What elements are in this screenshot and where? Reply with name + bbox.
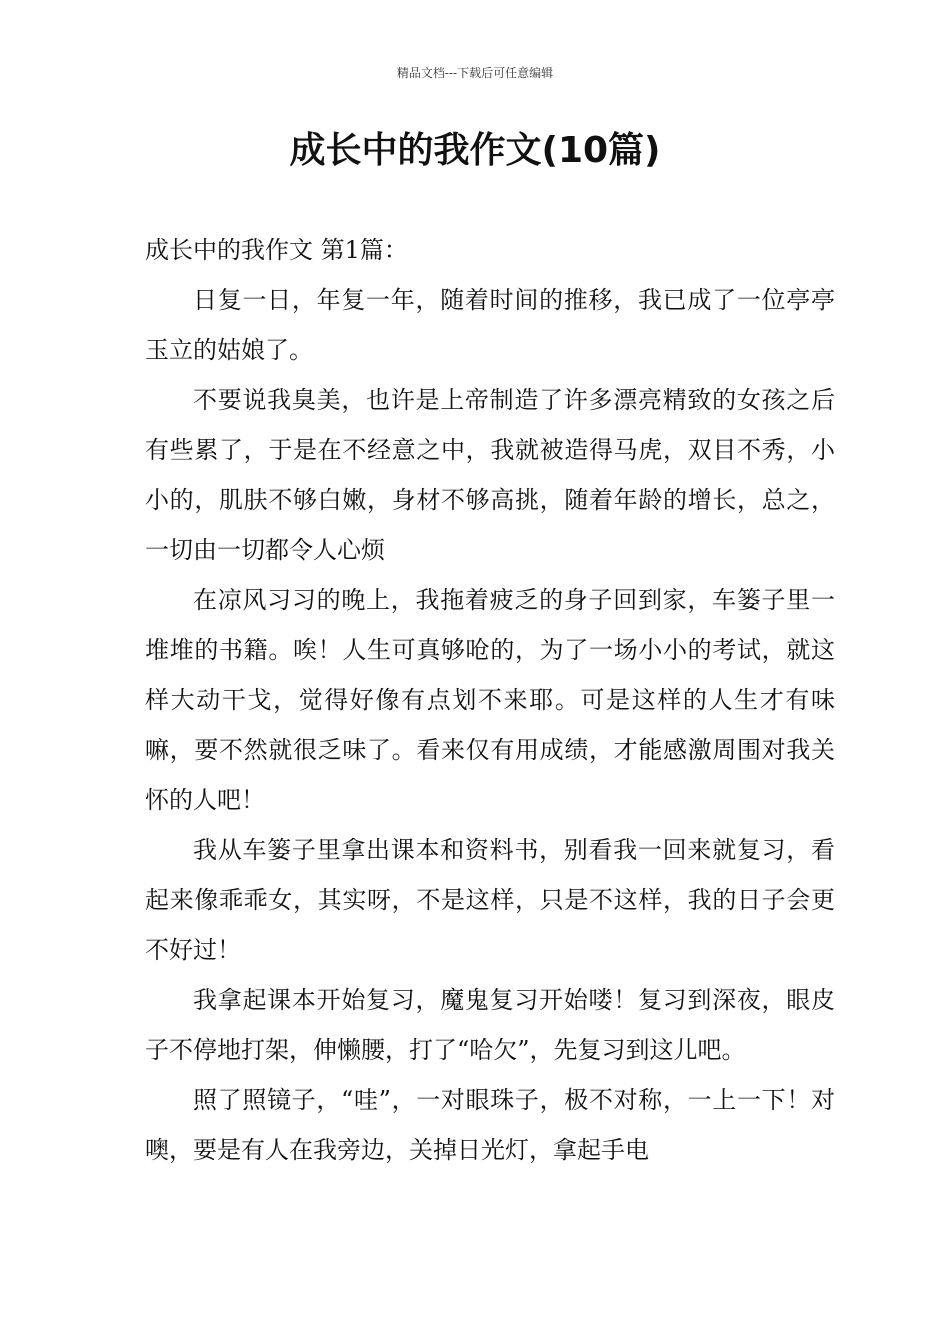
section-heading: 成长中的我作文 第1篇： — [145, 236, 408, 264]
paragraph: 日复一日，年复一年，随着时间的推移，我已成了一位亭亭玉立的姑娘了。 — [145, 286, 835, 364]
paragraph: 我从车篓子里拿出课本和资料书，别看我一回来就复习，看起来像乖乖女，其实呀，不是这样，只是不这样，我的日子会更不好过！ — [145, 836, 835, 964]
page-title: 成长中的我作文(10篇) — [289, 130, 661, 171]
header-note: 精品文档---下载后可任意编辑 — [396, 66, 554, 80]
document-body — [145, 225, 835, 1175]
paragraph: 照了照镜子，“哇”，一对眼珠子，极不对称，一上一下！对噢，要是有人在我旁边，关掉日光灯，拿起手电 — [145, 1086, 835, 1164]
paragraph: 不要说我臭美，也许是上帝制造了许多漂亮精致的女孩之后有些累了，于是在不经意之中，我就被造得马虎，双目不秀，小小的，肌肤不够白嫩，身材不够高挑，随着年龄的增长，总之，一切由一切都令人心烦 — [145, 386, 835, 564]
paragraph: 我拿起课本开始复习，魔鬼复习开始喽！复习到深夜，眼皮子不停地打架，伸懒腰，打了“哈欠”，先复习到这儿吧。 — [145, 986, 835, 1064]
paragraph: 在凉风习习的晚上，我拖着疲乏的身子回到家，车篓子里一堆堆的书籍。唉！人生可真够呛的，为了一场小小的考试，就这样大动干戈，觉得好像有点划不来耶。可是这样的人生才有味嘛，要不然就很乏味了。看来仅有用成绩，才能感激周围对我关怀的人吧！ — [145, 586, 835, 814]
